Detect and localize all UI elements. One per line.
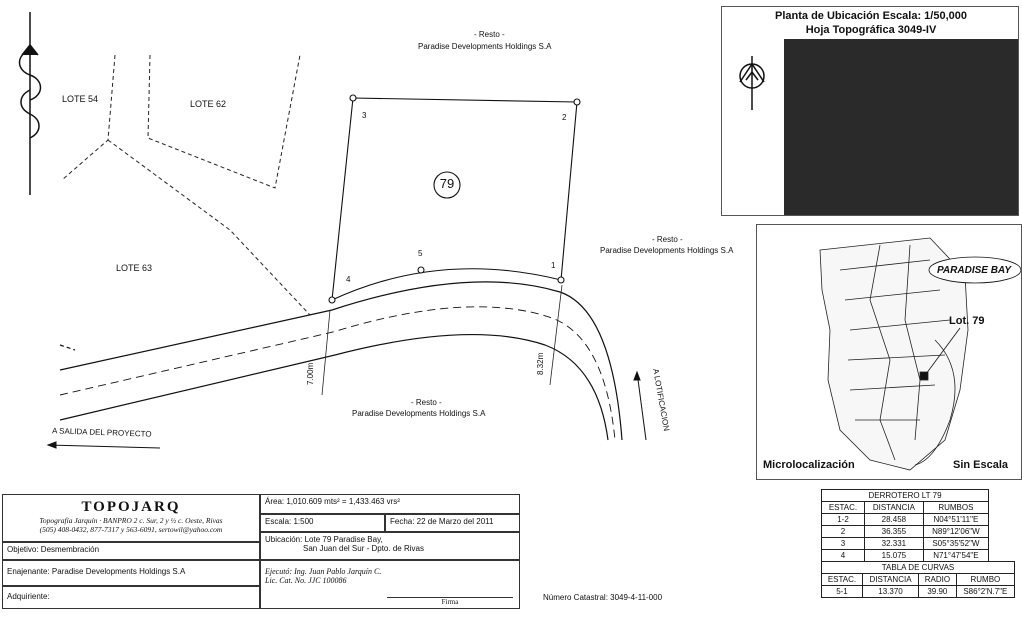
seller-cell: Enajenante: Paradise Developments Holdings S.A — [2, 560, 260, 586]
resto-top-label: - Resto - — [474, 30, 505, 39]
date-cell: Fecha: 22 de Marzo del 2011 — [385, 514, 520, 532]
distance-cell: 15.075 — [864, 550, 923, 562]
width-left-dimension: 7.00m — [306, 362, 315, 385]
objective-cell: Objetivo: Desmembración — [2, 542, 260, 560]
bearing-cell: S05°35'52"W — [923, 538, 988, 550]
lote-54-label: LOTE 54 — [62, 94, 99, 104]
company-address: Topografía Jarquín · BANPRO 2 c. Sur, 2 y ½ c. Oeste, Rivas — [39, 516, 223, 525]
resto-right-owner: Paradise Developments Holdings S.A — [600, 246, 734, 255]
table-row — [822, 538, 989, 550]
location-title: Planta de Ubicación Escala: 1/50,000 — [775, 10, 967, 22]
to-exit-label: A SALIDA DEL PROYECTO — [51, 426, 152, 439]
curves-header: DISTANCIA — [862, 574, 918, 586]
table-row — [822, 526, 989, 538]
lote-63-label: LOTE 63 — [116, 263, 153, 273]
buyer-cell: Adquiriente: — [2, 586, 260, 609]
distance-cell: 32.331 — [864, 538, 923, 550]
executor-cell — [260, 560, 520, 609]
bearing-cell: N04°51'11"E — [923, 514, 988, 526]
location-subtitle: Hoja Topográfica 3049-IV — [805, 24, 937, 36]
micro-location-panel — [756, 224, 1022, 480]
curves-header: RUMBO — [956, 574, 1014, 586]
area-cell: Área: 1,010.609 mts² = 1,433.463 vrs² — [260, 494, 520, 514]
scale-cell: Escala: 1:500 — [260, 514, 385, 532]
micro-caption-left: Microlocalización — [763, 459, 855, 471]
derrotero-table-block — [821, 489, 1015, 598]
vertex-5-label: 5 — [418, 249, 423, 258]
vertex-4-label: 4 — [346, 275, 351, 284]
table-row — [822, 514, 989, 526]
company-name: TOPOJARQ — [81, 499, 181, 515]
station-cell: 3 — [822, 538, 865, 550]
company-cell — [2, 494, 260, 542]
radius-cell: 39.90 — [919, 586, 957, 598]
derrotero-table — [821, 489, 989, 562]
station-cell: 4 — [822, 550, 865, 562]
curves-header: RADIO — [919, 574, 957, 586]
curves-header: ESTAC. — [822, 574, 863, 586]
derrotero-header: DISTANCIA — [864, 502, 923, 514]
location-line-2: San Juan del Sur - Dpto. de Rivas — [303, 544, 424, 553]
vertex-3-label: 3 — [362, 111, 367, 120]
location-cell — [260, 532, 520, 560]
company-contact: (505) 408-0432, 877-7317 y 563-6091, sertowil@yahoo.com — [39, 525, 223, 534]
lot-number: 79 — [439, 176, 455, 191]
derrotero-title: DERROTERO LT 79 — [822, 490, 989, 502]
title-block — [2, 494, 520, 609]
station-cell: 1-2 — [822, 514, 865, 526]
paradise-bay-logo: PARADISE BAY — [937, 265, 1012, 276]
north-arrow-ornament-icon — [20, 12, 41, 195]
resto-bottom-label: - Resto - — [411, 398, 442, 407]
distance-cell: 36.355 — [864, 526, 923, 538]
cadastral-number: Número Catastral: 3049-4-11-000 — [543, 593, 663, 602]
to-lotificacion-label: A LOTIFICACION — [651, 368, 671, 432]
curves-title: TABLA DE CURVAS — [822, 562, 1015, 574]
resto-right-label: - Resto - — [652, 235, 683, 244]
station-cell: 5-1 — [822, 586, 863, 598]
vertex-2-label: 2 — [562, 113, 567, 122]
location-plan-panel — [721, 6, 1019, 216]
table-row — [822, 550, 989, 562]
signature-line: Firma — [387, 597, 513, 606]
table-row — [822, 586, 1015, 598]
bearing-cell: N71°47'54"E — [923, 550, 988, 562]
bearing-cell: S86°2'N.7"E — [956, 586, 1014, 598]
lote-62-label: LOTE 62 — [190, 99, 227, 109]
micro-caption-right: Sin Escala — [953, 459, 1009, 471]
topographic-map-image — [784, 39, 1018, 215]
resto-top-owner: Paradise Developments Holdings S.A — [418, 42, 552, 51]
lot-79-marker-label: Lot. 79 — [949, 315, 985, 327]
neighbor-lot-lines — [62, 55, 310, 315]
width-right-dimension: 8.32m — [536, 352, 545, 375]
curves-table — [821, 561, 1015, 598]
lot-79-boundary — [329, 95, 580, 303]
bearing-cell: N89°12'06"W — [923, 526, 988, 538]
executed-by: Ejecutó: Ing. Juan Pablo Jarquín C. — [265, 567, 382, 576]
location-line-1: Ubicación: Lote 79 Paradise Bay, — [265, 535, 383, 544]
license-number: Lic. Cat. No. JJC 100086 — [265, 576, 347, 585]
derrotero-header: ESTAC. — [822, 502, 865, 514]
station-cell: 2 — [822, 526, 865, 538]
distance-cell: 28.458 — [864, 514, 923, 526]
vertex-1-label: 1 — [551, 261, 556, 270]
derrotero-header: RUMBOS — [923, 502, 988, 514]
resto-bottom-owner: Paradise Developments Holdings S.A — [352, 409, 486, 418]
distance-cell: 13.370 — [862, 586, 918, 598]
